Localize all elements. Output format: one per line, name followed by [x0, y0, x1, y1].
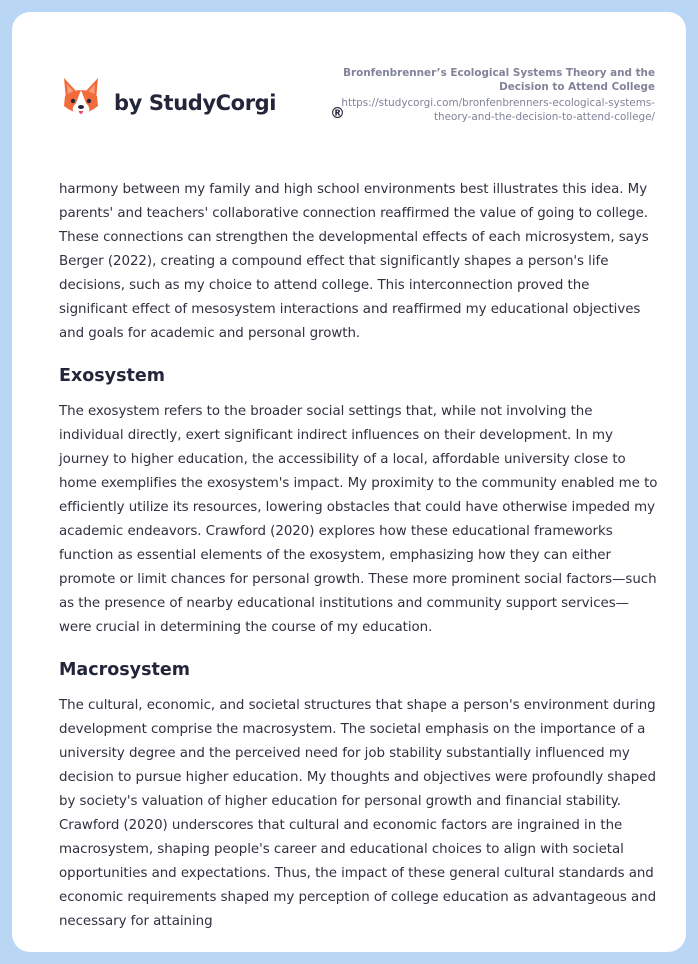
document-body	[59, 178, 659, 934]
brand-name: by StudyCorgi	[114, 91, 277, 115]
document-meta	[315, 66, 655, 124]
exosystem-heading: Exosystem	[59, 366, 165, 386]
intro-paragraph: harmony between my family and high school environments best illustrates this idea. My parents' and teachers' collaborative connection reaffirmed the value of going to college. These connections can strengthen the developmental effects of each microsystem, says Berger (2022), creating a compound effect that significantly shapes a person's life decisions, such as my choice to attend college. This interconnection proved the significant effect of mesosystem interactions and reaffirmed my educational objectives and goals for academic and personal growth.	[59, 182, 649, 341]
macrosystem-heading: Macrosystem	[59, 660, 190, 680]
document-title: Bronfenbrenner’s Ecological Systems Theory and the Decision to Attend College	[343, 67, 655, 93]
document-url[interactable]: https://studycorgi.com/bronfenbrenners-ecological-systems- theory-and-the-decision-to-attend-college/	[341, 97, 655, 123]
registered-mark: ®	[330, 104, 345, 122]
page-header	[12, 12, 686, 152]
studycorgi-logo[interactable]	[60, 76, 345, 122]
macrosystem-paragraph: The cultural, economic, and societal structures that shape a person's environment during development comprise the macrosystem. The societal emphasis on the importance of a university degree and the perceived need for job stability substantially influenced my decision to pursue higher education. My thoughts and objectives were profoundly shaped by society's valuation of higher education for personal growth and financial stability. Crawford (2020) underscores that cultural and economic factors are ingrained in the macrosystem, shaping people's career and educational choices to align with societal opportunities and expectations. Thus, the impact of these general cultural standards and economic requirements shaped my perception of college education as advantageous and necessary for attaining	[59, 698, 657, 929]
exosystem-paragraph: The exosystem refers to the broader social settings that, while not involving the individual directly, exert significant indirect influences on their development. In my journey to higher education, the accessibility of a local, affordable university close to home exemplifies the exosystem's impact. My proximity to the community enabled me to efficiently utilize its resources, lowering obstacles that could have otherwise impeded my academic endeavors. Crawford (2020) explores how these educational frameworks function as essential elements of the exosystem, emphasizing how they can either promote or limit chances for personal growth. These more prominent social factors—such as the presence of nearby educational institutions and community support services—were crucial in determining the course of my education.	[59, 404, 658, 635]
document-page	[12, 12, 686, 952]
corgi-icon	[60, 76, 102, 122]
